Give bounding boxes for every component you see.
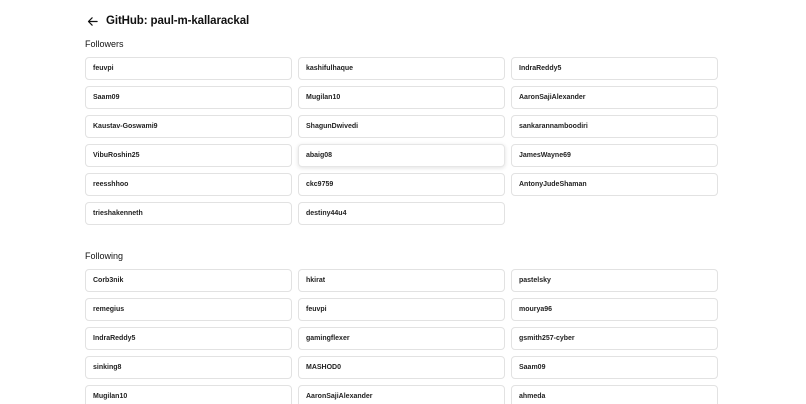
username-label: VibuRoshin25 [93,152,140,159]
following-user-card[interactable] [85,385,292,404]
following-user-card[interactable] [511,298,718,321]
username-label: AntonyJudeShaman [519,181,587,188]
following-user-card[interactable] [85,356,292,379]
username-label: MASHOD0 [306,364,342,371]
following-heading: Following [85,251,124,261]
followers-user-card[interactable] [298,173,505,196]
username-label: sinking8 [93,364,122,371]
username-label: ShagunDwivedi [306,123,359,130]
followers-user-card[interactable] [298,57,505,80]
username-label: gamingflexer [306,335,350,342]
username-label: mourya96 [519,306,553,313]
following-grid [85,269,718,404]
username-label: IndraReddy5 [519,65,562,72]
following-user-card[interactable] [298,298,505,321]
username-label: Saam09 [93,94,120,101]
followers-user-card[interactable] [85,173,292,196]
username-label: ckc9759 [306,181,334,188]
username-label: sankarannamboodiri [519,123,588,130]
followers-user-card[interactable] [85,57,292,80]
username-label: Mugilan10 [93,393,128,400]
username-label: reesshhoo [93,181,129,188]
arrow-left-icon [87,16,98,27]
following-user-card[interactable] [511,269,718,292]
followers-user-card[interactable] [85,202,292,225]
username-label: feuvpi [93,65,114,72]
following-user-card[interactable] [85,269,292,292]
username-label: IndraReddy5 [93,335,136,342]
following-user-card[interactable] [511,356,718,379]
username-label: pastelsky [519,277,551,284]
followers-user-card[interactable] [85,86,292,109]
username-label: AaronSajiAlexander [519,94,586,101]
followers-user-card[interactable] [511,144,718,167]
following-user-card[interactable] [511,327,718,350]
followers-user-card[interactable] [85,115,292,138]
followers-user-card[interactable] [511,86,718,109]
followers-grid [85,57,718,225]
username-label: JamesWayne69 [519,152,571,159]
followers-user-card[interactable] [298,86,505,109]
username-label: hkirat [306,277,326,284]
username-label: destiny44u4 [306,210,347,217]
following-user-card[interactable] [85,298,292,321]
followers-user-card[interactable] [298,115,505,138]
username-label: AaronSajiAlexander [306,393,373,400]
followers-user-card[interactable] [85,144,292,167]
username-label: Kaustav-Goswami9 [93,123,158,130]
username-label: Mugilan10 [306,94,341,101]
username-label: trieshakenneth [93,210,143,217]
username-label: remegius [93,306,125,313]
followers-user-card[interactable] [298,144,505,167]
username-label: ahmeda [519,393,546,400]
username-label: feuvpi [306,306,327,313]
username-label: Saam09 [519,364,546,371]
following-user-card[interactable] [298,327,505,350]
followers-user-card[interactable] [511,57,718,80]
following-user-card[interactable] [298,356,505,379]
username-label: kashifulhaque [306,65,354,72]
followers-heading: Followers [85,39,124,49]
header [85,13,249,29]
following-user-card[interactable] [511,385,718,404]
back-button[interactable] [85,14,99,28]
username-label: abaig08 [306,152,333,159]
following-user-card[interactable] [298,269,505,292]
page-title: GitHub: paul-m-kallarackal [106,15,250,27]
followers-user-card[interactable] [511,115,718,138]
followers-user-card[interactable] [298,202,505,225]
following-user-card[interactable] [85,327,292,350]
username-label: gsmith257-cyber [519,335,575,342]
followers-user-card[interactable] [511,173,718,196]
username-label: Corb3nik [93,277,124,284]
following-user-card[interactable] [298,385,505,404]
